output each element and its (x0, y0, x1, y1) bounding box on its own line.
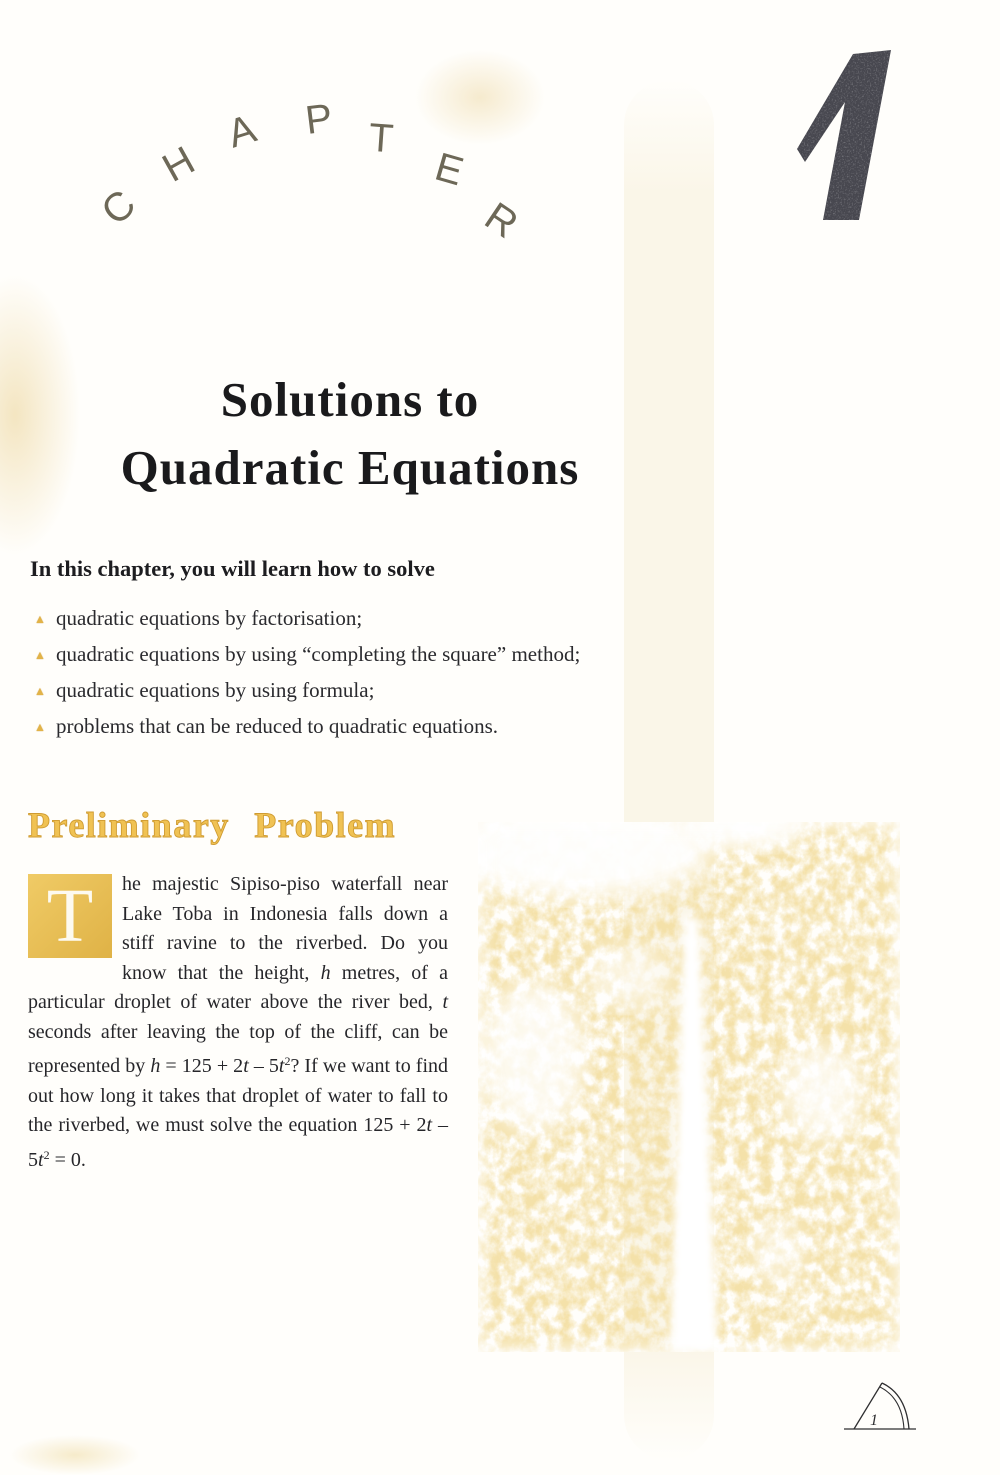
chapter-letter: P (303, 96, 335, 143)
list-item (34, 602, 694, 638)
chapter-letter: T (367, 115, 395, 162)
objectives-heading: In this chapter, you will learn how to solve (30, 556, 435, 581)
waterfall-image (478, 822, 900, 1352)
page-title-line2: Quadratic Equations (120, 440, 580, 495)
preliminary-problem-heading: Preliminary Problem (28, 805, 397, 845)
list-item-label: quadratic equations by using formula; (56, 678, 375, 702)
fan-sector-icon (842, 1378, 922, 1436)
numeral-one-icon (795, 50, 915, 225)
objectives-list (34, 602, 694, 746)
triangle-bullet-icon: ▲ (34, 648, 46, 662)
page-title-line1: Solutions to (220, 372, 480, 427)
page-title (0, 366, 700, 502)
chapter-letter: R (477, 194, 526, 247)
list-item (34, 710, 694, 746)
waterfall-illustration-icon (478, 822, 900, 1352)
scan-tint-bottom-left (10, 1435, 140, 1475)
page-number-badge (842, 1378, 922, 1436)
chapter-number-numeral (795, 50, 915, 225)
list-item-label: quadratic equations by using “completing the square” method; (56, 642, 581, 666)
chapter-letter: E (430, 144, 469, 195)
dropcap-letter: T (28, 874, 112, 958)
list-item (34, 638, 694, 674)
list-item (34, 674, 694, 710)
triangle-bullet-icon: ▲ (34, 720, 46, 734)
preliminary-problem-paragraph (28, 870, 448, 1175)
chapter-letter: A (222, 106, 262, 157)
paragraph-text: he majestic Sipiso-piso waterfall near Lake Toba in Indonesia falls down a stiff ravine to the riverbed. Do you know that the height, h metres, of a particular droplet of water above the river bed, t seconds after leaving the top of the cliff, can be represented by $h = 125 + 2t - 5t^2$? If we want to find out how long it takes that droplet of water to fall to the riverbed, we must solve the equation $125 + 2t - 5t^2 = 0$. (28, 873, 449, 1171)
triangle-bullet-icon: ▲ (34, 684, 46, 698)
chapter-letter: H (155, 138, 203, 191)
chapter-letter: C (93, 181, 145, 234)
list-item-label: quadratic equations by factorisation; (56, 606, 363, 630)
list-item-label: problems that can be reduced to quadratic equations. (56, 714, 499, 738)
page-number: 1 (870, 1412, 878, 1429)
chapter-word (0, 0, 700, 300)
triangle-bullet-icon: ▲ (34, 612, 46, 626)
